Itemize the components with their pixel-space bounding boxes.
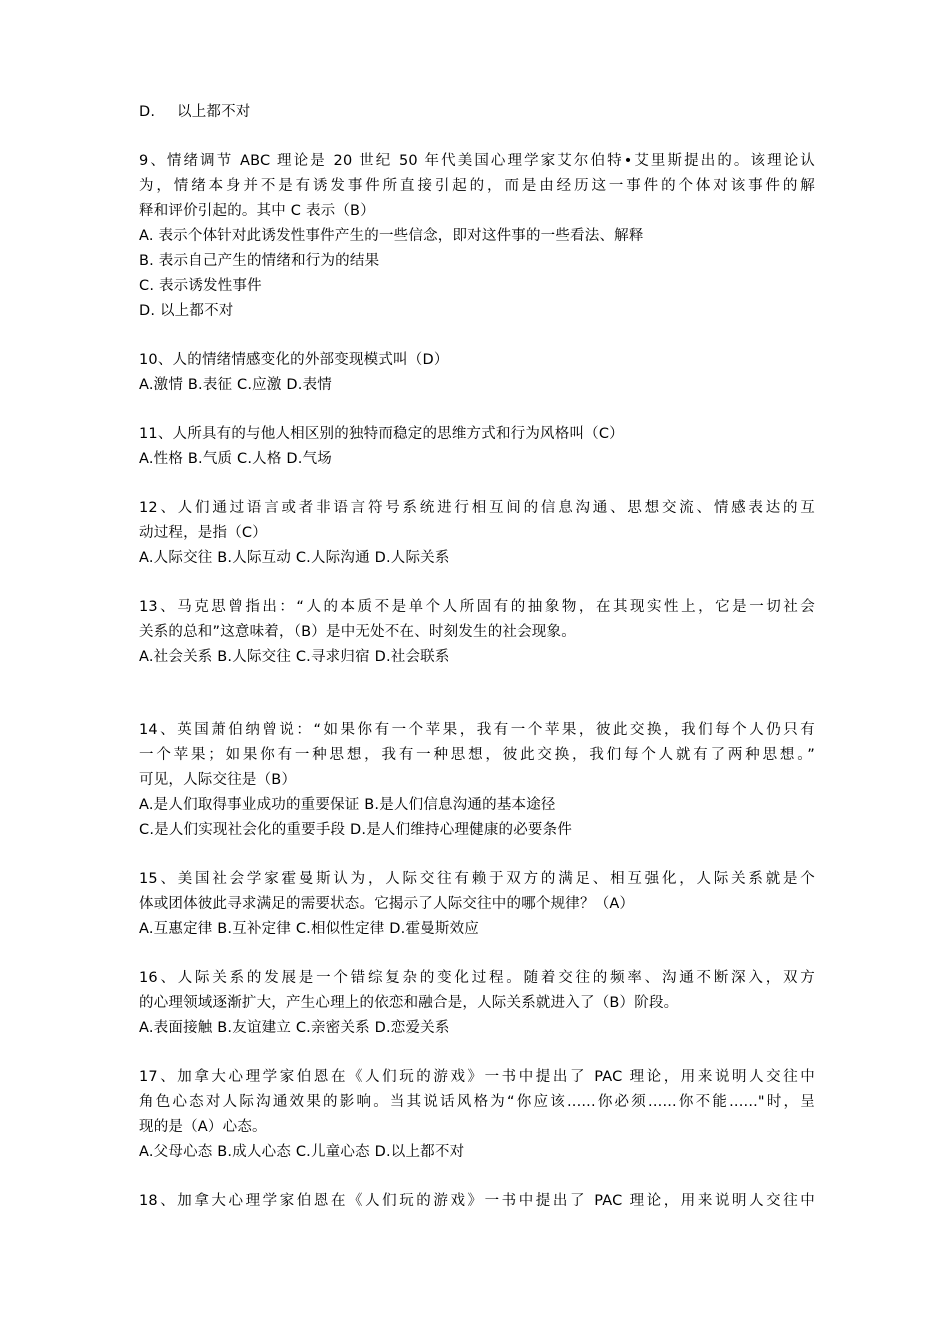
question-line: 14、英国萧伯纳曾说：“如果你有一个苹果，我有一个苹果，彼此交换，我们每个人仍只有 bbox=[139, 722, 815, 738]
question-line: 10、人的情绪情感变化的外部变现模式叫（D） bbox=[139, 352, 449, 368]
option-text: 以上都不对 bbox=[177, 104, 251, 120]
question-line: 释和评价引起的。其中 C 表示（B） bbox=[139, 203, 375, 219]
option-line: A.互惠定律 B.互补定律 C.相似性定律 D.霍曼斯效应 bbox=[139, 921, 479, 937]
question-line: 18、加拿大心理学家伯恩在《人们玩的游戏》一书中提出了 PAC 理论，用来说明人交往中 bbox=[139, 1193, 815, 1209]
question-line: 13、马克思曾指出：“人的本质不是单个人所固有的抽象物，在其现实性上，它是一切社会 bbox=[139, 599, 815, 615]
option-line: A.激情 B.表征 C.应激 D.表情 bbox=[139, 377, 332, 393]
option-line: C.是人们实现社会化的重要手段 D.是人们维持心理健康的必要条件 bbox=[139, 822, 573, 838]
option-line: A.性格 B.气质 C.人格 D.气场 bbox=[139, 451, 332, 467]
option-label: D. bbox=[139, 104, 156, 120]
option-line: A.表面接触 B.友谊建立 C.亲密关系 D.恋爱关系 bbox=[139, 1020, 450, 1036]
question-line: 为，情绪本身并不是有诱发事件所直接引起的，而是由经历这一事件的个体对该事件的解 bbox=[139, 178, 815, 194]
document-page bbox=[139, 100, 815, 1214]
option-line: A.社会关系 B.人际交往 C.寻求归宿 D.社会联系 bbox=[139, 649, 450, 665]
question-line: 15、美国社会学家霍曼斯认为，人际交往有赖于双方的满足、相互强化，人际关系就是个 bbox=[139, 871, 815, 887]
option-line: A.人际交往 B.人际互动 C.人际沟通 D.人际关系 bbox=[139, 550, 450, 566]
option-line: B. 表示自己产生的情绪和行为的结果 bbox=[139, 253, 380, 269]
question-line: 11、人所具有的与他人相区别的独特而稳定的思维方式和行为风格叫（C） bbox=[139, 426, 624, 442]
option-line: A.是人们取得事业成功的重要保证 B.是人们信息沟通的基本途径 bbox=[139, 797, 556, 813]
option-line: D. 以上都不对 bbox=[139, 303, 234, 319]
question-line: 现的是（A）心态。 bbox=[139, 1119, 267, 1135]
question-line: 16、人际关系的发展是一个错综复杂的变化过程。随着交往的频率、沟通不断深入，双方 bbox=[139, 970, 815, 986]
option-line: A.父母心态 B.成人心态 C.儿童心态 D.以上都不对 bbox=[139, 1144, 465, 1160]
question-line: 9、情绪调节 ABC 理论是 20 世纪 50 年代美国心理学家艾尔伯特•艾里斯提出的。该理论认 bbox=[139, 153, 815, 169]
question-line: 动过程，是指（C） bbox=[139, 525, 267, 541]
option-line: A. 表示个体针对此诱发性事件产生的一些信念，即对这件事的一些看法、解释 bbox=[139, 228, 644, 244]
option-line bbox=[139, 100, 815, 125]
question-line: 关系的总和”这意味着，（B）是中无处不在、时刻发生的社会现象。 bbox=[139, 624, 576, 640]
question-line: 17、加拿大心理学家伯恩在《人们玩的游戏》一书中提出了 PAC 理论，用来说明人交往中 bbox=[139, 1069, 815, 1085]
question-line: 一个苹果；如果你有一种思想，我有一种思想，彼此交换，我们每个人就有了两种思想。” bbox=[139, 747, 815, 763]
question-line: 的心理领域逐渐扩大，产生心理上的依恋和融合是，人际关系就进入了（B）阶段。 bbox=[139, 995, 679, 1011]
question-line: 体或团体彼此寻求满足的需要状态。它揭示了人际交往中的哪个规律？（A） bbox=[139, 896, 635, 912]
option-line: C. 表示诱发性事件 bbox=[139, 278, 262, 294]
question-line: 12、人们通过语言或者非语言符号系统进行相互间的信息沟通、思想交流、情感表达的互 bbox=[139, 500, 815, 516]
question-line: 角色心态对人际沟通效果的影响。当其说话风格为“你应该......你必须......你不能......"时，呈 bbox=[139, 1094, 815, 1110]
question-line: 可见，人际交往是（B） bbox=[139, 772, 297, 788]
